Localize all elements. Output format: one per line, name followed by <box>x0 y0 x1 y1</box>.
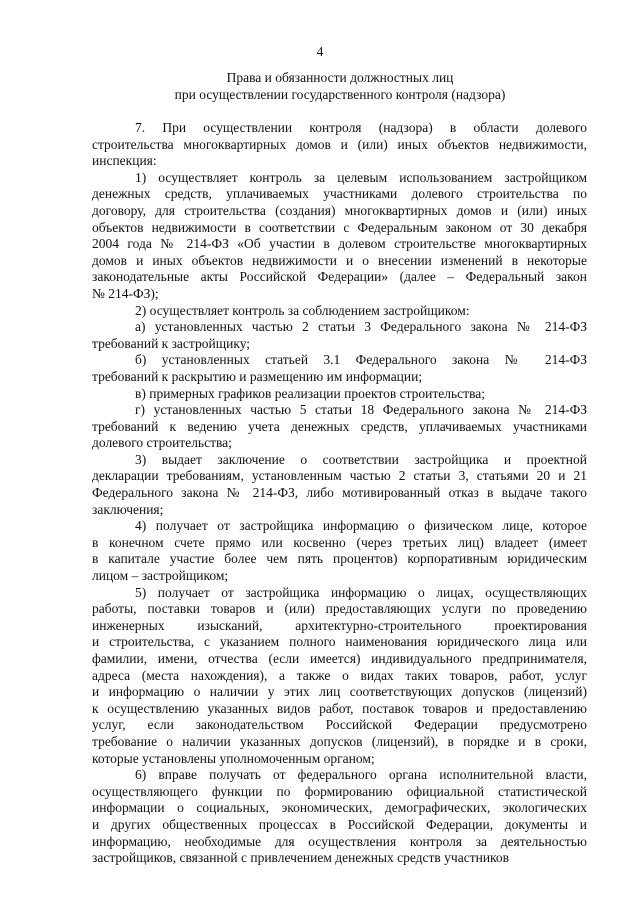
text-line: к осуществлению указанных видов работ, поставок товаров и предоставлению <box>92 700 587 716</box>
text-line: услуг, если законодательством Российской Федерации предусмотрено <box>92 717 587 733</box>
text-line: и информацию о наличии у этих лиц соответствующих допусков (лицензий) <box>92 684 587 700</box>
text-line: объектов недвижимости в соответствии с Федеральным законом от 30 декабря <box>92 219 587 235</box>
text-line: долевого строительства; <box>92 435 232 451</box>
text-line: заключения; <box>92 501 164 517</box>
text-line: работы, поставки товаров и (или) предоставляющих услуги по проведению <box>92 601 587 617</box>
text-line: инспекция: <box>92 153 157 169</box>
text-line: декларации требованиям, установленным частью 2 статьи 3, статьями 20 и 21 <box>92 468 587 484</box>
paragraph <box>92 518 587 584</box>
text-line: информации о социальных, экономических, демографических, экологических <box>92 800 587 816</box>
text-line: денежных средств, уплачиваемых участниками долевого строительства по <box>92 186 587 202</box>
paragraph <box>92 303 587 320</box>
text-line: г) установленных частью 5 статьи 18 Федерального закона № 214-ФЗ <box>135 402 587 418</box>
text-line: № 214-ФЗ); <box>92 285 159 301</box>
text-line: строительства многоквартирных домов и (или) иных объектов недвижимости, <box>92 136 587 152</box>
text-line: 2) осуществляет контроль за соблюдением застройщиком: <box>135 302 470 318</box>
text-line: инженерных изысканий, архитектурно-строительного проектирования <box>92 617 587 633</box>
paragraph <box>92 585 587 768</box>
text-line: требований к раскрытию и размещению им информации; <box>92 368 423 384</box>
text-line: 7. При осуществлении контроля (надзора) в области долевого <box>135 120 587 135</box>
paragraph <box>92 386 587 403</box>
paragraph <box>92 402 587 452</box>
text-line: 6) вправе получать от федерального органа исполнительной власти, <box>135 767 587 783</box>
text-line: требование о наличии указанных допусков (лицензий), в порядке и в сроки, <box>92 733 587 749</box>
text-line: и других общественных процессах в Российской Федерации, документы и <box>92 816 587 832</box>
text-line: адреса (места нахождения), а также о видах таких товаров, работ, услуг <box>92 667 587 683</box>
text-line: которые установлены уполномоченным органом; <box>92 750 375 766</box>
paragraph <box>92 767 587 867</box>
text-line: 3) выдает заключение о соответствии застройщика и проектной <box>135 451 587 467</box>
text-line: домов и иных объектов недвижимости и о внесении изменений в некоторые <box>92 252 587 268</box>
text-line: 2004 года № 214-ФЗ «Об участии в долевом строительстве многоквартирных <box>92 236 587 252</box>
paragraph <box>92 120 587 170</box>
heading-line: при осуществлении государственного контроля (надзора) <box>174 86 506 102</box>
paragraph <box>92 170 587 303</box>
text-line: требований к застройщику; <box>92 335 251 351</box>
text-line: в) примерных графиков реализации проектов строительства; <box>135 385 486 401</box>
text-line: требований к ведению учета денежных средств, уплачиваемых участниками <box>92 418 587 434</box>
paragraph <box>92 319 587 352</box>
text-line: в конечном счете прямо или косвенно (через третьих лиц) владеет (имеет <box>92 534 587 550</box>
text-line: 5) получает от застройщика информацию о лицах, осуществляющих <box>135 584 587 600</box>
section-heading <box>90 70 590 103</box>
heading-line: Права и обязанности должностных лиц <box>226 70 454 85</box>
text-line: а) установленных частью 2 статьи 3 Федерального закона № 214-ФЗ <box>135 319 587 335</box>
text-line: осуществляющего функции по формированию официальной статистической <box>92 783 587 799</box>
text-line: 4) получает от застройщика информацию о физическом лице, которое <box>135 518 587 534</box>
paragraph <box>92 452 587 518</box>
text-line: лицом – застройщиком; <box>92 568 229 584</box>
text-line: б) установленных статьей 3.1 Федерального закона № 214-ФЗ <box>135 352 587 368</box>
paragraph <box>92 352 587 385</box>
document-body <box>92 120 587 867</box>
text-line: информацию, необходимые для осуществления контроля за деятельностью <box>92 833 587 849</box>
text-line: 1) осуществляет контроль за целевым использованием застройщиком <box>135 169 587 185</box>
text-line: в капитале участие более чем пять процентов) корпоративным юридическим <box>92 551 587 567</box>
text-line: застройщиков, связанной с привлечением денежных средств участников <box>92 850 510 866</box>
text-line: законодательные акты Российской Федерации» (далее – Федеральный закон <box>92 269 587 285</box>
page-number: 4 <box>316 44 324 59</box>
text-line: Федерального закона № 214-ФЗ, либо мотивированный отказ в выдаче такого <box>92 485 587 501</box>
text-line: и строительства, с указанием полного наименования юридического лица или <box>92 634 587 650</box>
text-line: фамилии, имени, отчества (если имеется) индивидуального предпринимателя, <box>92 651 587 666</box>
text-line: договору, для строительства (создания) многоквартирных домов и (или) иных <box>92 202 587 218</box>
